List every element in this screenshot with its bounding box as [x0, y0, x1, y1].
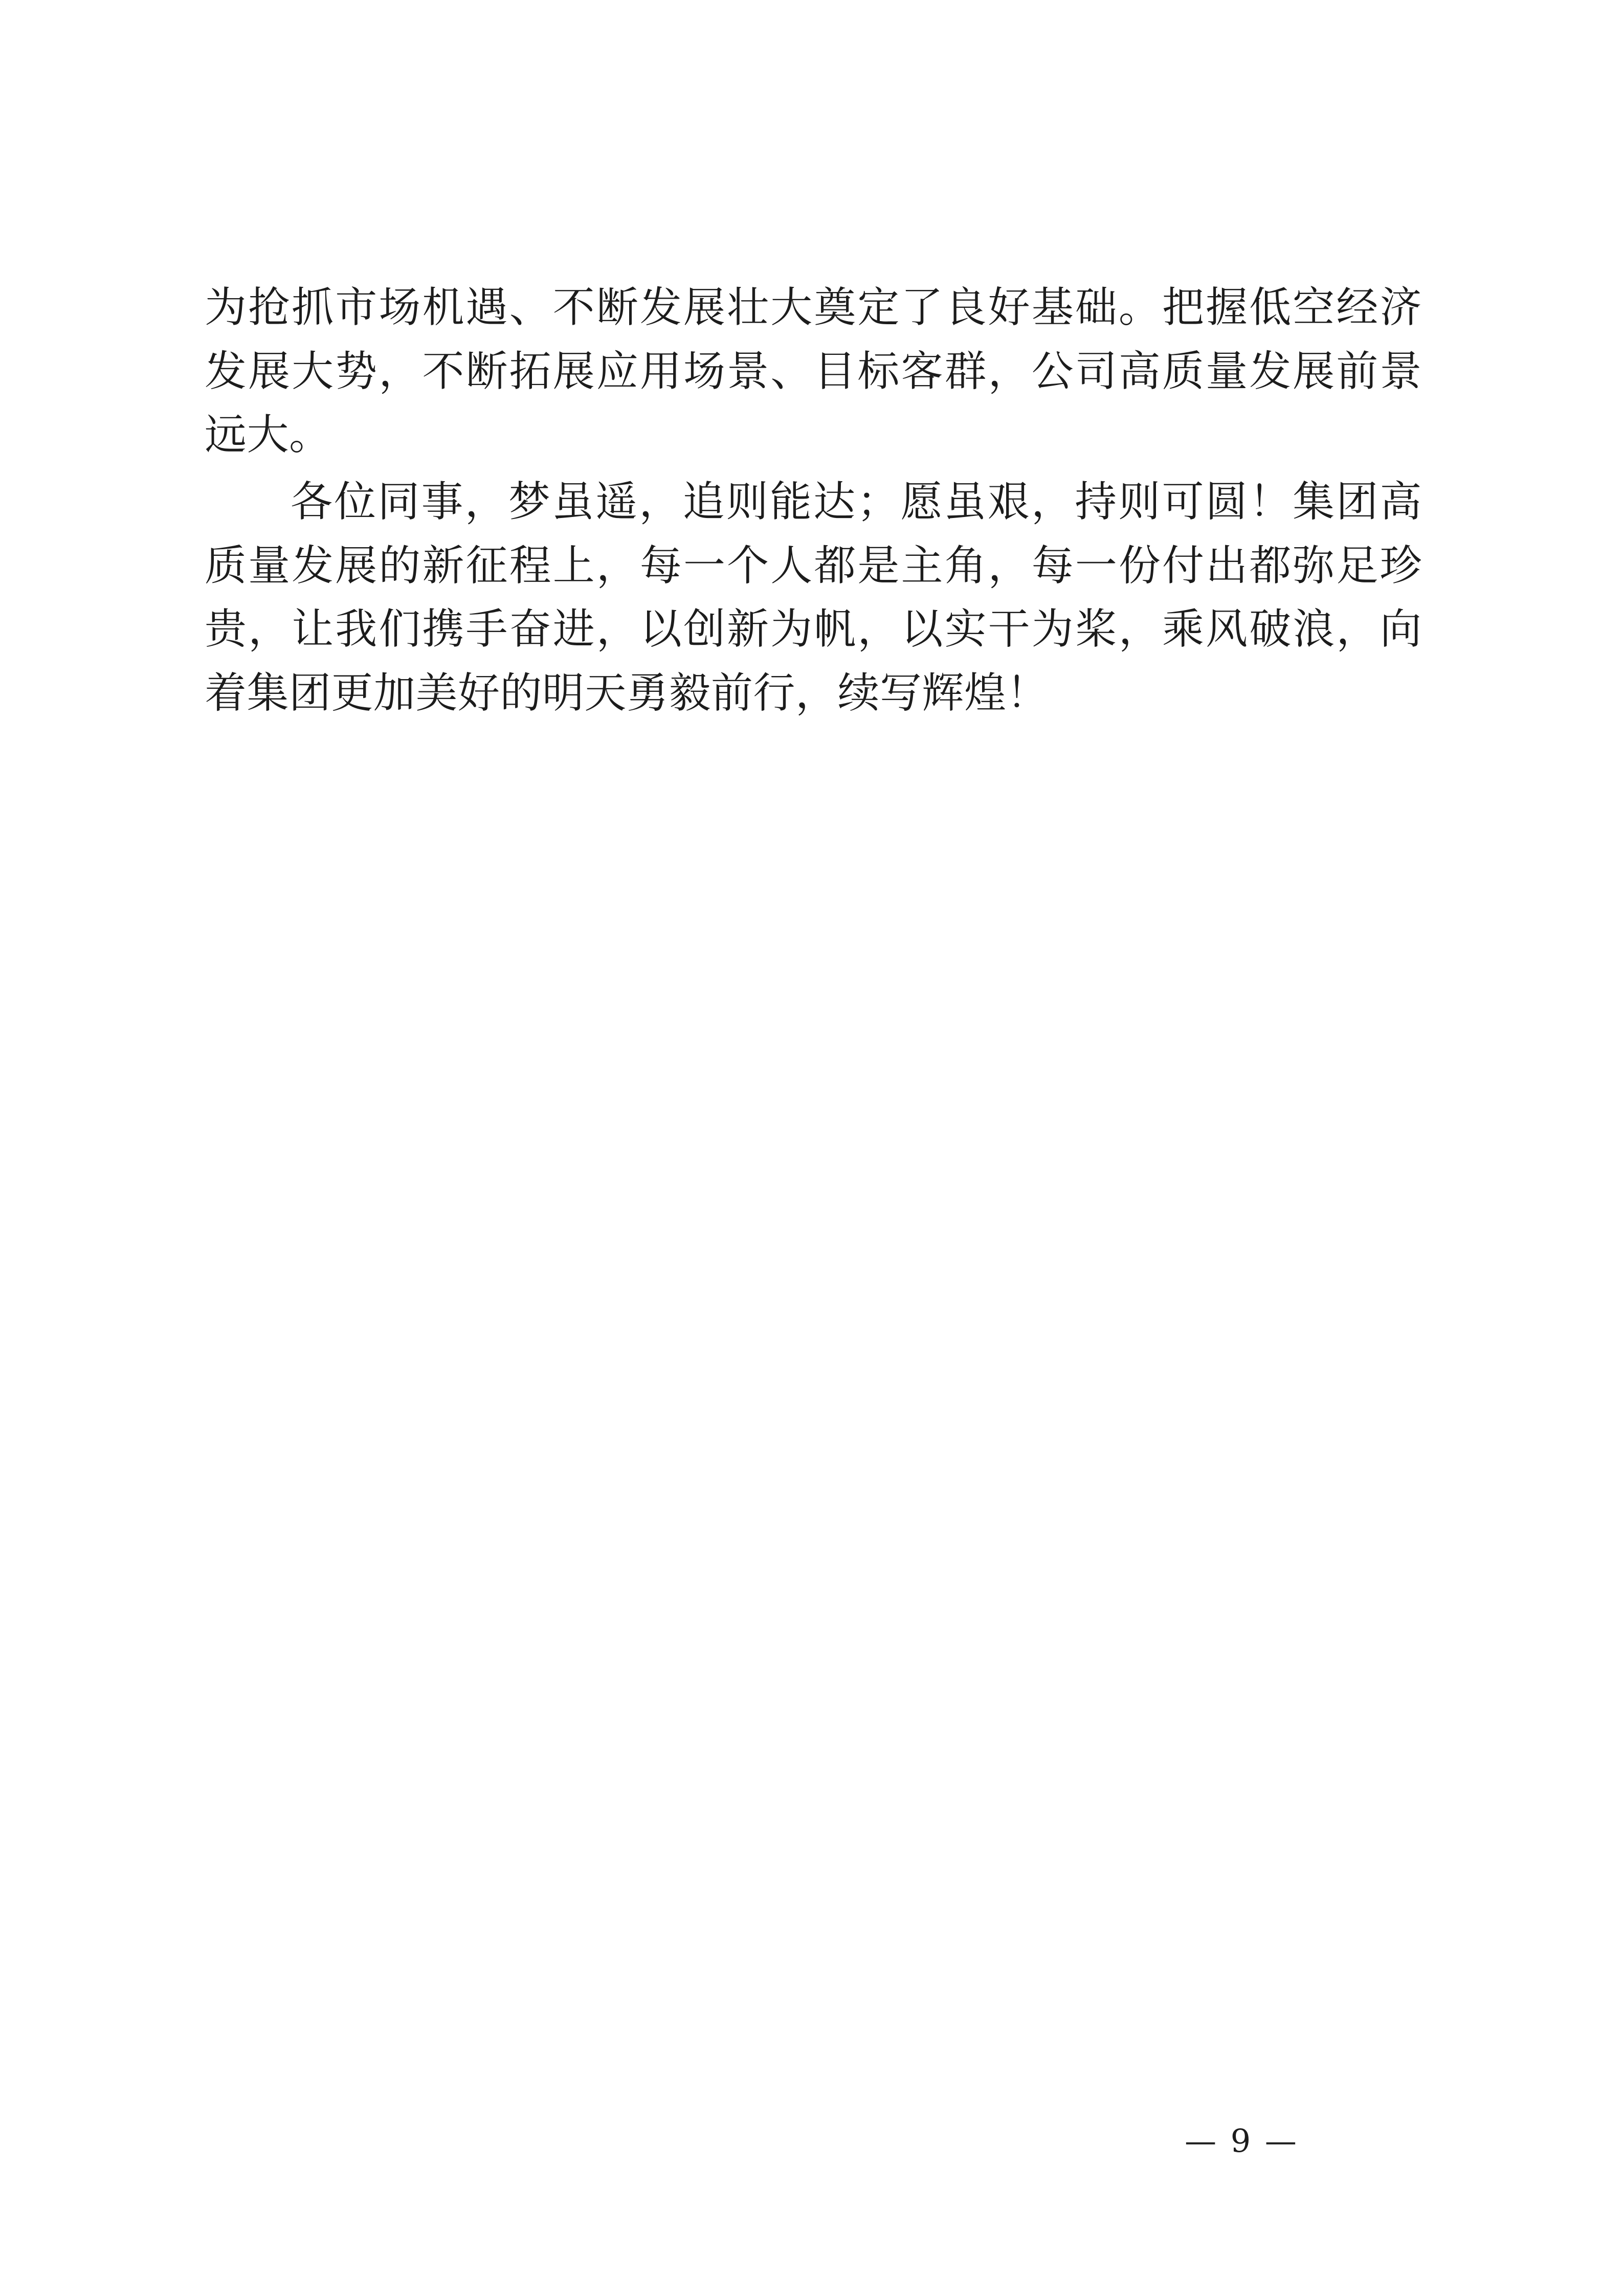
page-number — [0, 2122, 1624, 2159]
paragraph-2: 各位同事，梦虽遥，追则能达；愿虽艰，持则可圆！集团高质量发展的新征程上，每一个人都是主角，每一份付出都弥足珍贵，让我们携手奋进，以创新为帆，以实干为桨，乘风破浪，向着集团更加美好的明天勇毅前行，续写辉煌！ — [205, 477, 1422, 717]
document-body — [205, 276, 1422, 725]
page-number-label: — 9 — — [1185, 2122, 1299, 2159]
paragraph-1: 为抢抓市场机遇、不断发展壮大奠定了良好基础。把握低空经济发展大势，不断拓展应用场景、目标客群，公司高质量发展前景远大。 — [205, 283, 1422, 460]
